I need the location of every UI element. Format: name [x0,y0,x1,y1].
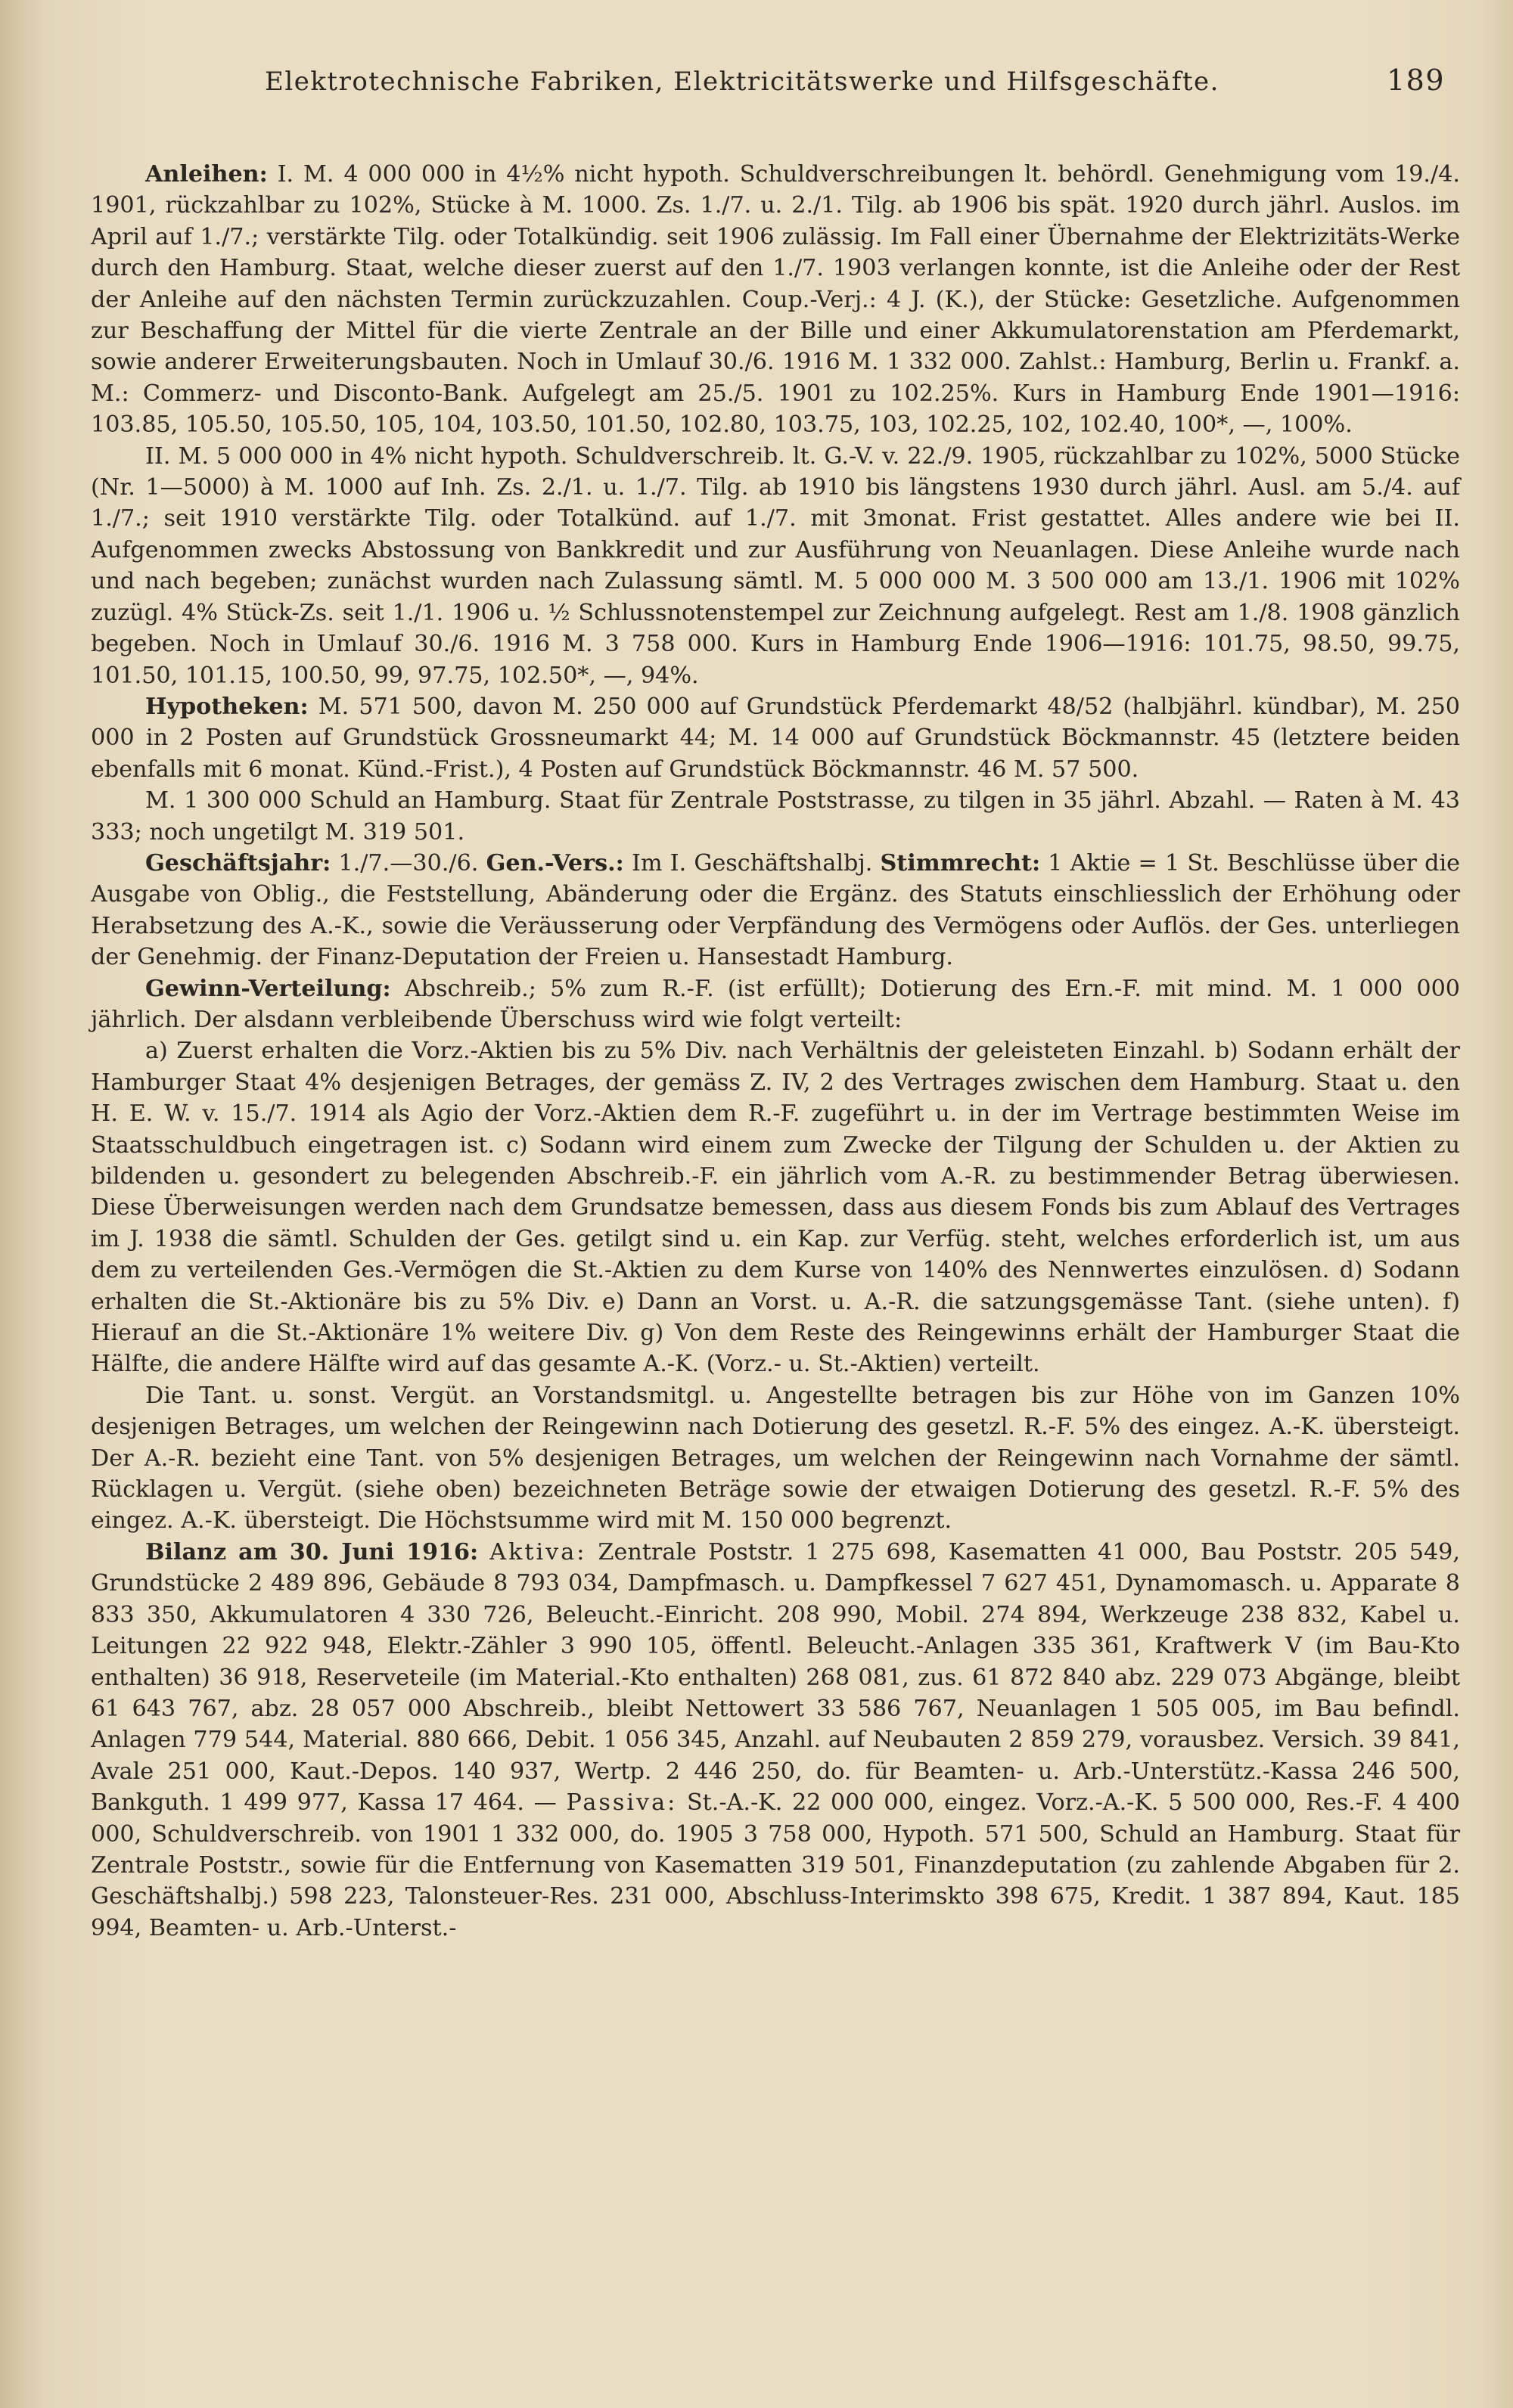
header-title: Elektrotechnische Fabriken, Elektricitätswerke und Hilfsgeschäfte. [265,67,1219,97]
anleihen-1-text: I. M. 4 000 000 in 4½% nicht hypoth. Schuldverschreibungen lt. behördl. Genehmigung vom 19./4. 1901, rückzahlbar zu 102%, Stücke à M. 1000. Zs. 1./7. u. 2./1. Tilg. ab 1906 bis spät. 1920 durch jährl. Auslos. im April auf 1./7.; verstärkte Tilg. oder Totalkündig. seit 1906 zulässig. Im Fall einer Übernahme der Elektrizitäts-Werke durch den Hamburg. Staat, welche dieser zuerst auf den 1./7. 1903 verlangen konnte, ist die Anleihe oder der Rest der Anleihe auf den nächsten Termin zurückzuzahlen. Coup.-Verj.: 4 J. (K.), der Stücke: Gesetzliche. Aufgenommen zur Beschaffung der Mittel für die vierte Zentrale an der Bille und einer Akkumulatorenstation am Pferdemarkt, sowie anderer Erweiterungsbauten. Noch in Umlauf 30./6. 1916 M. 1 332 000. Zahlst.: Hamburg, Berlin u. Frankf. a. M.: Commerz- und Disconto-Bank. Aufgelegt am 25./5. 1901 zu 102.25%. Kurs in Hamburg Ende 1901—1916: 103.85, 105.50, 105.50, 105, 104, 103.50, 101.50, 102.80, 103.75, 103, 102.25, 102, 102.40, 100*, —, 100%. [91,161,1460,439]
label-hypotheken: Hypotheken: [145,693,309,720]
genvers-text: Im I. Geschäftshalbj. [631,849,873,877]
label-anleihen: Anleihen: [145,161,268,188]
paragraph-gewinn-detail: a) Zuerst erhalten die Vorz.-Aktien bis zu 5% Div. nach Verhältnis der geleisteten Einzahl. b) Sodann erhält der Hamburger Staat 4% desjenigen Betrages, der gemäss Z. IV, 2 des Vertrages zwischen dem Hamburg. Staat u. den H. E. W. v. 15./7. 1914 als Agio der Vorz.-Aktien dem R.-F. zugeführt u. in der im Vertrage bestimmten Weise im Staatsschuldbuch eingetragen ist. c) Sodann wird einem zum Zwecke der Tilgung der Schulden u. der Aktien zu bildenden u. gesondert zu belegenden Abschreib.-F. ein jährlich vom A.-R. zu bestimmender Betrag überwiesen. Diese Überweisungen werden nach dem Grundsatze bemessen, dass aus diesem Fonds bis zum Ablauf des Vertrages im J. 1938 die sämtl. Schulden der Ges. getilgt sind u. ein Kap. zur Verfüg. steht, welches erforderlich ist, um aus dem zu verteilenden Ges.-Vermögen die St.-Aktien zu dem Kurse von 140% des Nennwertes einzulösen. d) Sodann erhalten die St.-Aktionäre bis zu 5% Div. e) Dann an Vorst. u. A.-R. die satzungsgemässe Tant. (siehe unten). f) Hierauf an die St.-Aktionäre 1% weitere Div. g) Von dem Reste des Reingewinns erhält der Hamburger Staat die Hälfte, die andere Hälfte wird auf das gesamte A.-K. (Vorz.- u. St.-Aktien) verteilt. [91,1038,1460,1378]
geschaeftsjahr-text: 1./7.—30./6. [338,849,479,877]
label-passiva: Passiva: [566,1789,678,1817]
paragraph-anleihen-2: II. M. 5 000 000 in 4% nicht hypoth. Schuldverschreib. lt. G.-V. v. 22./9. 1905, rückzahlbar zu 102%, 5000 Stücke (Nr. 1—5000) à M. 1000 auf Inh. Zs. 2./1. u. 1./7. Tilg. ab 1910 bis längstens 1930 durch jährl. Ausl. am 5./4. auf 1./7.; seit 1910 verstärkte Tilg. oder Totalkünd. auf 1./7. mit 3monat. Frist gestattet. Alles andere wie bei II. Aufgenommen zwecks Abstossung von Bankkredit und zur Ausführung von Neuanlagen. Diese Anleihe wurde nach und nach begeben; zunächst wurden nach Zulassung sämtl. M. 5 000 000 M. 3 500 000 am 13./1. 1906 mit 102% zuzügl. 4% Stück-Zs. seit 1./1. 1906 u. ½ Schlussnotenstempel zur Zeichnung aufgelegt. Rest am 1./8. 1908 gänzlich begeben. Noch in Umlauf 30./6. 1916 M. 3 758 000. Kurs in Hamburg Ende 1906—1916: 101.75, 98.50, 99.75, 101.50, 101.15, 100.50, 99, 97.75, 102.50*, —, 94%. [91,442,1460,689]
hypotheken-text: M. 571 500, davon M. 250 000 auf Grundstück Pferdemarkt 48/52 (halbjährl. kündbar), M. 250 000 in 2 Posten auf Grundstück Grossneumarkt 44; M. 14 000 auf Grundstück Böckmannstr. 45 (letztere beiden ebenfalls mit 6 monat. Künd.-Frist.), 4 Posten auf Grundstück Böckmannstr. 46 M. 57 500. [91,693,1460,783]
page [91,61,1460,2375]
paragraph-anleihen-1 [91,159,1460,441]
passiva-text: St.-A.-K. 22 000 000, eingez. Vorz.-A.-K. 5 500 000, Res.-F. 4 400 000, Schuldverschreib. von 1901 1 332 000, do. 1905 3 758 000, Hypoth. 571 500, Schuld an Hamburg. Staat für Zentrale Poststr., sowie für die Entfernung von Kasematten 319 501, Finanzdeputation (zu zahlende Abgaben für 2. Geschäftshalbj.) 598 223, Talonsteuer-Res. 231 000, Abschluss-Interimskto 398 675, Kredit. 1 387 894, Kaut. 185 994, Beamten- u. Arb.-Unterst.- [91,1789,1460,1941]
page-number: 189 [1386,64,1445,97]
paragraph-tantieme: Die Tant. u. sonst. Vergüt. an Vorstandsmitgl. u. Angestellte betragen bis zur Höhe von im Ganzen 10% desjenigen Betrages, um welchen der Reingewinn nach Dotierung des gesetzl. R.-F. 5% des eingez. A.-K. übersteigt. Der A.-R. bezieht eine Tant. von 5% desjenigen Betrages, um welchen der Reingewinn nach Vornahme der sämtl. Rücklagen u. Vergüt. (siehe oben) bezeichneten Beträge sowie der etwaigen Dotierung des gesetzl. R.-F. 5% des eingez. A.-K. übersteigt. Die Höchstsumme wird mit M. 150 000 begrenzt. [91,1382,1460,1534]
label-stimmrecht: Stimmrecht: [880,849,1041,877]
aktiva-text: Zentrale Poststr. 1 275 698, Kasematten 41 000, Bau Poststr. 205 549, Grundstücke 2 489 896, Gebäude 8 793 034, Dampfmasch. u. Dampfkessel 7 627 451, Dynamomasch. u. Apparate 8 833 350, Akkumulatoren 4 330 726, Beleucht.-Einricht. 208 990, Mobil. 274 894, Werkzeuge 238 832, Kabel u. Leitungen 22 922 948, Elektr.-Zähler 3 990 105, öffentl. Beleucht.-Anlagen 335 361, Kraftwerk V (im Bau-Kto enthalten) 36 918, Reserveteile (im Material.-Kto enthalten) 268 081, zus. 61 872 840 abz. 229 073 Abgänge, bleibt 61 643 767, abz. 28 057 000 Abschreib., bleibt Nettowert 33 586 767, Neuanlagen 1 505 005, im Bau befindl. Anlagen 779 544, Material. 880 666, Debit. 1 056 345, Anzahl. auf Neubauten 2 859 279, vorausbez. Versich. 39 841, Avale 251 000, Kaut.-Depos. 140 937, Wertp. 2 446 250, do. für Beamten- u. Arb.-Unterstütz.-Kassa 246 500, Bankguth. 1 499 977, Kassa 17 464. — [91,1538,1460,1817]
paragraph-gewinn [91,973,1460,1036]
paragraph-hypotheken [91,691,1460,785]
label-aktiva: Aktiva: [489,1538,587,1566]
text-body [91,159,1460,1944]
label-gewinn: Gewinn-Verteilung: [145,975,391,1002]
paragraph-bilanz [91,1537,1460,1944]
paragraph-geschaeftsjahr [91,848,1460,973]
label-bilanz: Bilanz am 30. Juni 1916: [145,1538,479,1566]
gewinn-text: Abschreib.; 5% zum R.-F. (ist erfüllt); Dotierung des Ern.-F. mit mind. M. 1 000 000 jährlich. Der alsdann verbleibende Überschuss wird wie folgt verteilt: [91,975,1460,1033]
stimmrecht-text: 1 Aktie = 1 St. Beschlüsse über die Ausgabe von Oblig., die Feststellung, Abänderung oder die Ergänz. des Statuts einschliesslich der Erhöhung oder Herabsetzung des A.-K., sowie die Veräusserung oder Verpfändung des Vermögens oder Auflös. der Ges. unterliegen der Genehmig. der Finanz-Deputation der Freien u. Hansestadt Hamburg. [91,849,1460,971]
running-header [91,61,1460,113]
paragraph-schuld: M. 1 300 000 Schuld an Hamburg. Staat für Zentrale Poststrasse, zu tilgen in 35 jährl. Abzahl. — Raten à M. 43 333; noch ungetilgt M. 319 501. [91,787,1460,846]
label-genvers: Gen.-Vers.: [486,849,624,877]
label-geschaeftsjahr: Geschäftsjahr: [145,849,331,877]
